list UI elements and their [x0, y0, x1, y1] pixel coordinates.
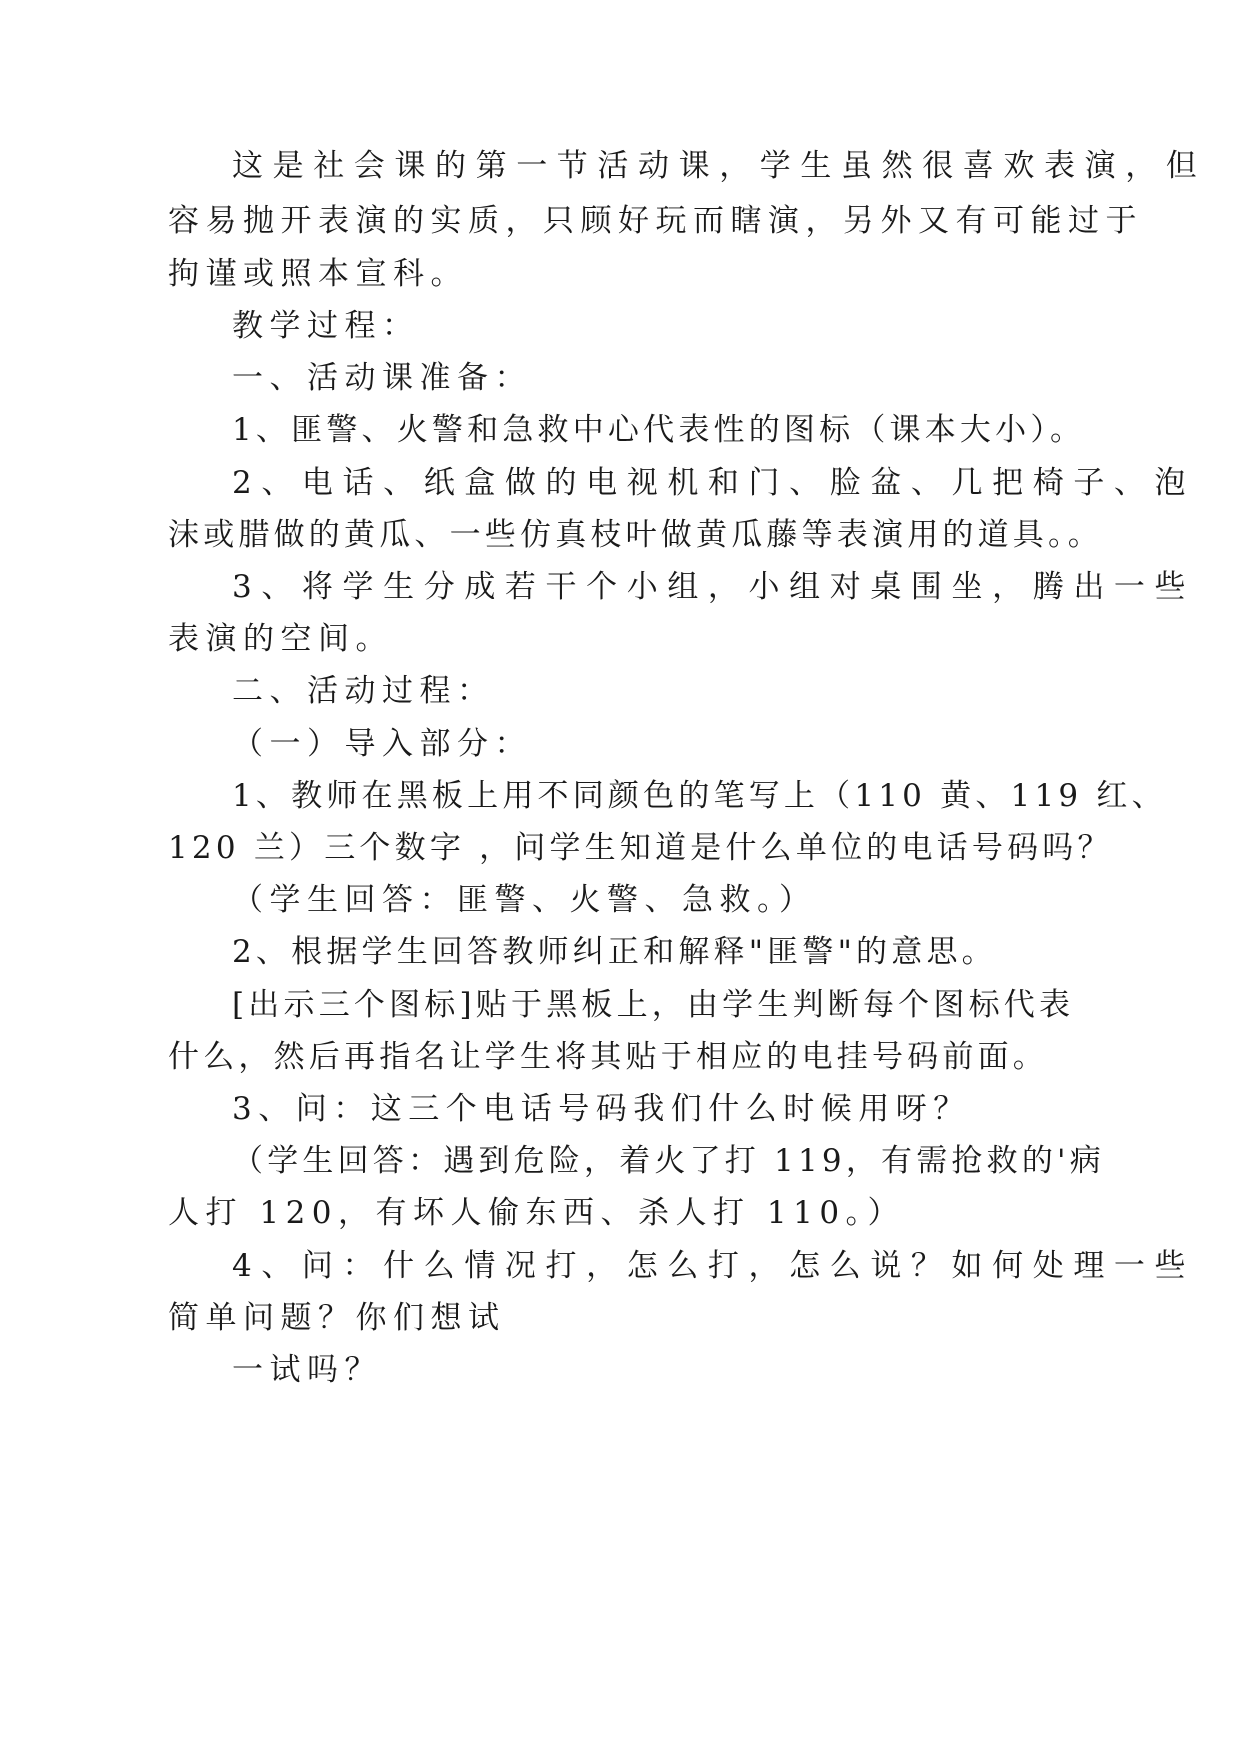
text-line: 4、问：什么情况打，怎么打，怎么说？如何处理一些 — [232, 1248, 1196, 1284]
text-line: 沫或腊做的黄瓜、一些仿真枝叶做黄瓜藤等表演用的道具。。 — [168, 517, 1103, 553]
text-line: 拘谨或照本宣科。 — [168, 256, 468, 292]
text-line: 人打 120，有坏人偷东西、杀人打 110。） — [168, 1195, 906, 1231]
text-line: 表演的空间。 — [168, 621, 393, 657]
text-line: 2、根据学生回答教师纠正和解释"匪警"的意思。 — [232, 934, 997, 970]
section-heading: 一、活动课准备： — [232, 360, 532, 396]
text-line: 3、将学生分成若干个小组，小组对桌围坐，腾出一些 — [232, 569, 1196, 605]
text-line: （学生回答：遇到危险，着火了打 119，有需抢救的'病 — [232, 1143, 1105, 1179]
section-heading: （一）导入部分： — [232, 726, 532, 762]
section-heading: 教学过程： — [232, 308, 420, 344]
text-line: 简单问题？你们想试 — [168, 1300, 506, 1336]
text-line: 2、电话、纸盒做的电视机和门、脸盆、几把椅子、泡 — [232, 465, 1196, 501]
text-line: 这是社会课的第一节活动课，学生虽然很喜欢表演，但 — [232, 148, 1207, 184]
text-line: 120 兰）三个数字 ，问学生知道是什么单位的电话号码吗？ — [168, 830, 1113, 866]
text-line: 一试吗？ — [232, 1352, 382, 1388]
text-line: 1、教师在黑板上用不同颜色的笔写上（110 黄、119 红、 — [232, 778, 1167, 814]
text-line: 容易抛开表演的实质，只顾好玩而瞎演，另外又有可能过于 — [168, 203, 1143, 239]
text-line: 什么，然后再指名让学生将其贴于相应的电挂号码前面。 — [168, 1039, 1048, 1075]
text-line: 1、匪警、火警和急救中心代表性的图标（课本大小）。 — [232, 412, 1086, 448]
text-line: （学生回答：匪警、火警、急救。） — [232, 882, 817, 918]
text-line: 3、问：这三个电话号码我们什么时候用呀？ — [232, 1091, 971, 1127]
section-heading: 二、活动过程： — [232, 673, 495, 709]
text-line: [出示三个图标]贴于黑板上，由学生判断每个图标代表 — [232, 987, 1075, 1023]
